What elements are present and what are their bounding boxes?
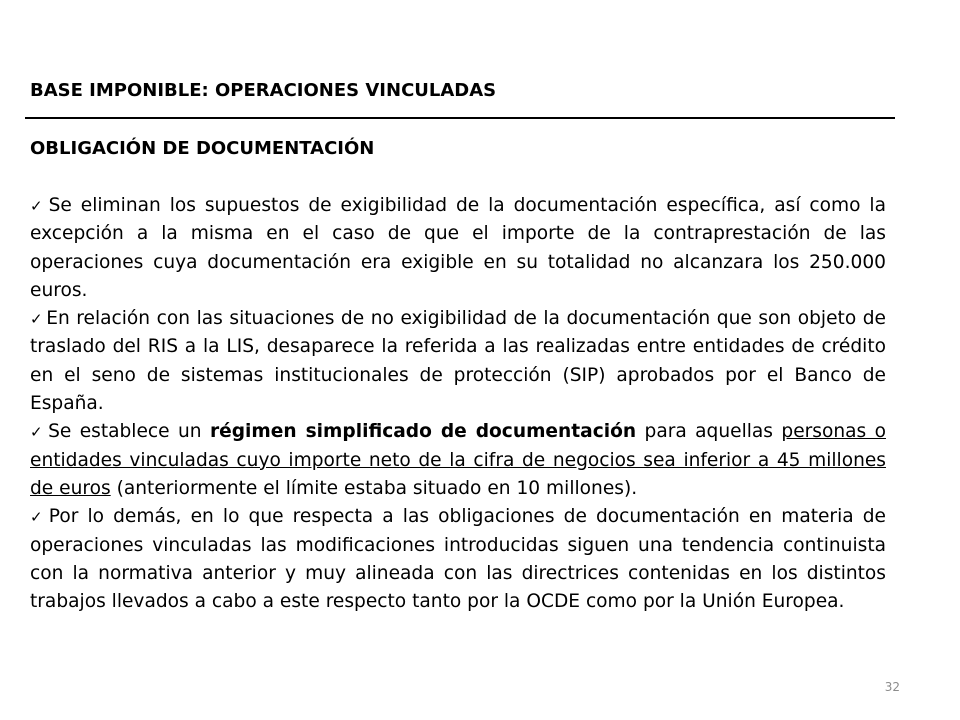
bullet-text-3-part1: Se establece un (48, 421, 210, 443)
bullet-text-2: En relación con las situaciones de no exigibilidad de la documentación que son objeto de traslado del RIS a la LIS, desaparece la referida a las realizadas entre entidades de crédito en el seno de sistemas institucionales de protección (SIP) aprobados por el Banco de España. (30, 308, 886, 415)
bullet-item-4 (30, 503, 886, 616)
bullet-item-2 (30, 305, 886, 418)
checkmark-icon: ✓ (30, 310, 44, 329)
bullet-text-3-bold: régimen simplificado de documentación (209, 421, 637, 443)
bullet-text-3-part3: (anteriormente el límite estaba situado en 10 millones). (110, 477, 638, 499)
page-title: BASE IMPONIBLE: OPERACIONES VINCULADAS (30, 80, 497, 101)
bullet-text-4: Por lo demás, en lo que respecta a las obligaciones de documentación en materia de operaciones vinculadas las modificaciones introducidas siguen una tendencia continuista con la normativa anterior y muy alineada con las directrices contenidas en los distintos trabajos llevados a cabo a este respecto tanto por la OCDE como por la Unión Europea. (30, 506, 886, 613)
bullet-text-1: Se eliminan los supuestos de exigibilidad de la documentación específica, así como la excepción a la misma en el caso de que el importe de la contraprestación de las operaciones cuya documentación era exigible en su totalidad no alcanzara los 250.000 euros. (30, 195, 886, 301)
bullet-item-3 (30, 418, 886, 503)
title-divider (25, 117, 895, 119)
checkmark-icon: ✓ (30, 197, 46, 215)
checkmark-icon: ✓ (30, 508, 46, 527)
bullet-list (30, 192, 886, 616)
section-subtitle: OBLIGACIÓN DE DOCUMENTACIÓN (30, 138, 375, 159)
bullet-text-3-underlined: personas o entidades vinculadas cuyo importe neto de la cifra de negocios sea inferior a 45 millones de euros (30, 421, 886, 499)
bullet-text-3-part2: para aquellas (636, 421, 782, 443)
page-number: 32 (884, 680, 900, 694)
bullet-item-1 (30, 192, 886, 305)
checkmark-icon: ✓ (30, 423, 46, 442)
